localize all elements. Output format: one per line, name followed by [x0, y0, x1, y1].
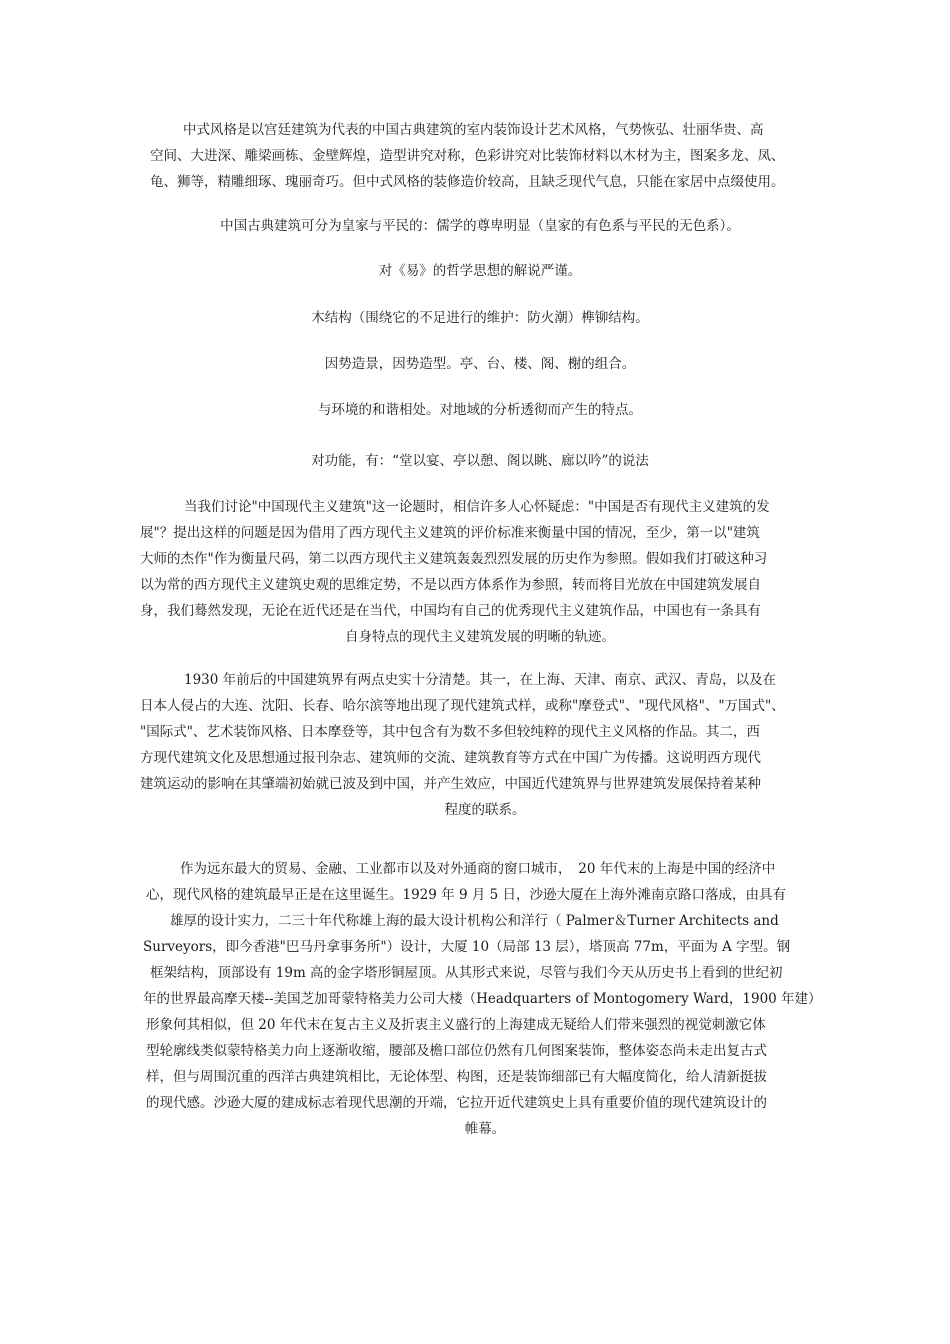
- text-line: 身，我们蓦然发现，无论在近代还是在当代，中国均有自己的优秀现代主义建筑作品，中国也有一条具有: [140, 603, 761, 619]
- text-line: 龟、狮等，精雕细琢、瑰丽奇巧。但中式风格的装修造价较高，且缺乏现代气息，只能在家居中点缀使用。: [150, 174, 785, 190]
- paragraph-chinese-style: [150, 117, 810, 195]
- text-line: 对《易》的哲学思想的解说严谨。: [378, 263, 582, 279]
- text-line: 型轮廓线类似蒙特格美力向上逐渐收缩，腰部及檐口部位仍然有几何图案装饰，整体姿态尚未走出复古式: [146, 1043, 767, 1059]
- text-line: 与环境的和谐相处。对地域的分析透彻而产生的特点。: [318, 402, 642, 418]
- text-line: 作为远东最大的贸易、金融、工业都市以及对外通商的窗口城市， 20 年代末的上海是中国的经济中: [180, 861, 776, 877]
- text-line: 大师的杰作"作为衡量尺码，第二以西方现代主义建筑轰轰烈烈发展的历史作为参照。假如我们打破这种习: [140, 551, 768, 567]
- text-line: 1930 年前后的中国建筑界有两点史实十分清楚。其一，在上海、天津、南京、武汉、青岛，以及在: [184, 672, 777, 688]
- text-line: 样，但与周围沉重的西洋古典建筑相比，无论体型、构图，还是装饰细部已有大幅度简化，给人清新挺拔: [146, 1069, 767, 1085]
- paragraph-yi-philosophy: [150, 258, 810, 284]
- text-line: 以为常的西方现代主义建筑史观的思维定势，不是以西方体系作为参照，转而将目光放在中国建筑发展自: [140, 577, 761, 593]
- text-line: 中国古典建筑可分为皇家与平民的：儒学的尊卑明显（皇家的有色系与平民的无色系）。: [220, 218, 740, 234]
- paragraph-wood-structure: [150, 305, 810, 331]
- text-line: Surveyors，即今香港"巴马丹拿事务所"）设计，大厦 10（局部 13 层），塔顶高 77m，平面为 A 字型。钢: [143, 939, 791, 955]
- text-line: 中式风格是以宫廷建筑为代表的中国古典建筑的室内装饰设计艺术风格，气势恢弘、壮丽华贵、高: [183, 122, 764, 138]
- text-line: 心，现代风格的建筑最早正是在这里诞生。1929 年 9 月 5 日，沙逊大厦在上海外滩南京路口落成，由具有: [146, 887, 786, 903]
- text-line: 日本人侵占的大连、沈阳、长春、哈尔滨等地出现了现代建筑式样，或称"摩登式"、"现代风格"、"万国式"、: [140, 698, 785, 714]
- text-line: 形象何其相似，但 20 年代末在复古主义及折衷主义盛行的上海建成无疑给人们带来强烈的视觉刺激它体: [146, 1017, 766, 1033]
- paragraph-classification: [150, 213, 810, 239]
- paragraph-modernism-discussion: [140, 494, 820, 650]
- paragraph-landscaping: [150, 351, 810, 377]
- text-line: 空间、大进深、雕梁画栋、金壁辉煌，造型讲究对称，色彩讲究对比装饰材料以木材为主，图案多龙、凤、: [150, 148, 785, 164]
- text-line: 木结构（围绕它的不足进行的维护：防火潮）榫铆结构。: [311, 310, 649, 326]
- text-line: 框架结构，顶部设有 19m 高的金字塔形铜屋顶。从其形式来说，尽管与我们今天从历史书上看到的世纪初: [150, 965, 783, 981]
- paragraph-function: [150, 448, 810, 474]
- paragraph-1930-history: [140, 667, 830, 823]
- text-line: 方现代建筑文化及思想通过报刊杂志、建筑师的交流、建筑教育等方式在中国广为传播。这说明西方现代: [140, 750, 761, 766]
- text-line: 年的世界最高摩天楼--美国芝加哥蒙特格美力公司大楼（Headquarters of Montogomery Ward，1900 年建）: [143, 991, 822, 1007]
- paragraph-sassoon-house: [140, 856, 830, 1142]
- text-line: 帷幕。: [464, 1121, 506, 1137]
- text-line: 对功能，有：“堂以宴、亭以憩、阁以眺、廊以吟”的说法: [311, 453, 649, 469]
- text-line: 程度的联系。: [444, 802, 526, 818]
- text-line: 的现代感。沙逊大厦的建成标志着现代思潮的开端，它拉开近代建筑史上具有重要价值的现代建筑设计的: [146, 1095, 767, 1111]
- text-line: 自身特点的现代主义建筑发展的明晰的轨迹。: [345, 629, 615, 645]
- text-line: 因势造景，因势造型。亭、台、楼、阁、榭的组合。: [324, 356, 636, 372]
- text-line: 建筑运动的影响在其肇端初始就已波及到中国，并产生效应，中国近代建筑界与世界建筑发展保持着某种: [140, 776, 761, 792]
- text-line: 展"？提出这样的问题是因为借用了西方现代主义建筑的评价标准来衡量中国的情况，至少，第一以"建筑: [140, 525, 760, 541]
- text-line: 雄厚的设计实力，二三十年代称雄上海的最大设计机构公和洋行（ Palmer＆Turner Architects and: [170, 913, 779, 929]
- paragraph-environment: [150, 397, 810, 423]
- text-line: "国际式"、艺术装饰风格、日本摩登等，其中包含有为数不多但较纯粹的现代主义风格的作品。其二，西: [140, 724, 760, 740]
- text-line: 当我们讨论"中国现代主义建筑"这一论题时，相信许多人心怀疑虑："中国是否有现代主义建筑的发: [184, 499, 770, 515]
